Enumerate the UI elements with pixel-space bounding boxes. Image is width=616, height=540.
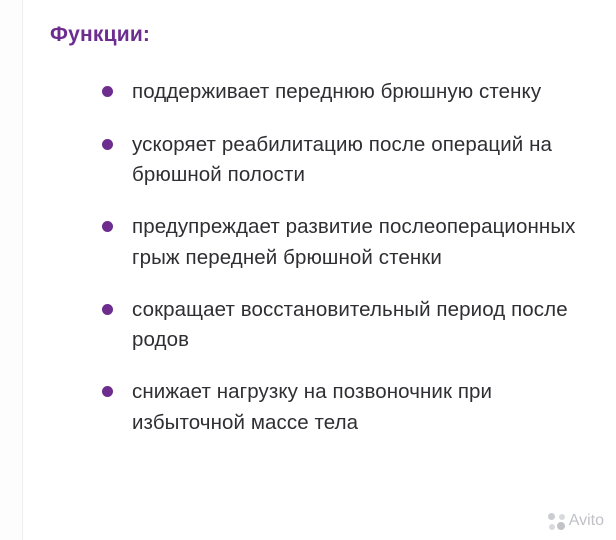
list-item xyxy=(132,130,602,191)
functions-list xyxy=(50,77,602,438)
avito-logo-icon xyxy=(548,513,565,530)
list-item xyxy=(132,77,602,107)
page-left-margin xyxy=(0,0,23,540)
list-item xyxy=(132,295,602,356)
avito-watermark xyxy=(548,512,604,530)
list-item-text: поддерживает переднюю брюшную стенку xyxy=(132,80,542,104)
bullet-icon xyxy=(102,221,113,232)
list-item xyxy=(132,212,602,273)
list-item-text: предупреждает развитие послеоперационных грыж передней брюшной стенки xyxy=(132,215,576,269)
list-item xyxy=(132,377,602,438)
list-item-text: ускоряет реабилитацию после операций на брюшной полости xyxy=(132,132,553,186)
bullet-icon xyxy=(102,139,113,150)
bullet-icon xyxy=(102,386,113,397)
list-item-text: сокращает восстановительный период после родов xyxy=(132,297,568,352)
bullet-icon xyxy=(102,86,113,97)
bullet-icon xyxy=(102,304,113,315)
list-item-text: снижает нагрузку на позвоночник при избыточной массе тела xyxy=(132,380,493,434)
avito-watermark-label: Avito xyxy=(568,512,604,529)
page-title: Функции: xyxy=(50,23,151,46)
document-content xyxy=(22,0,616,540)
